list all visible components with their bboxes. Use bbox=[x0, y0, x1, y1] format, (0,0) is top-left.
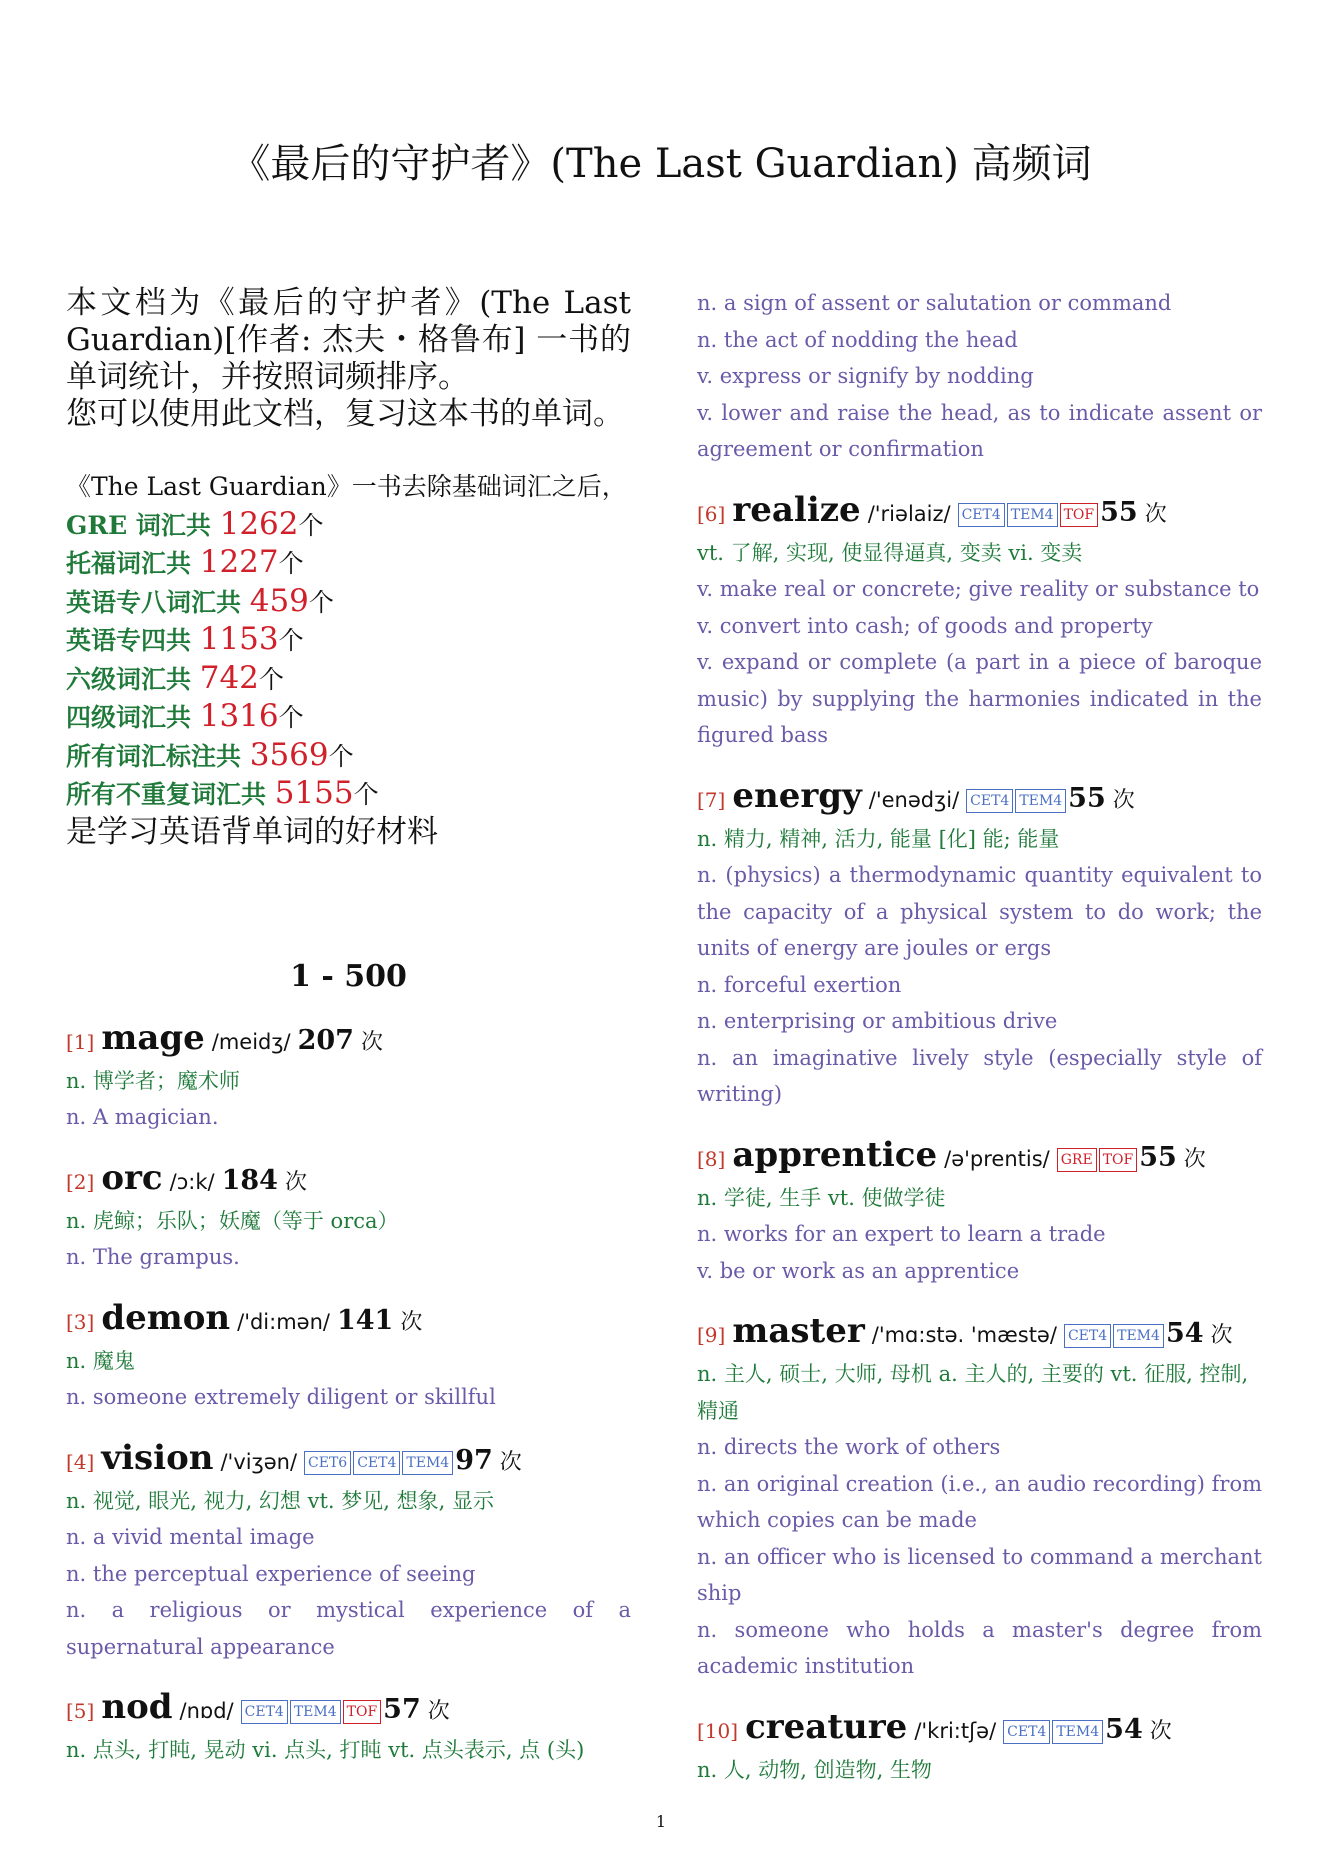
chinese-definition: n. 主人, 硕士, 大师, 母机 a. 主人的, 主要的 vt. 征服, 控制, 精通 bbox=[697, 1362, 1249, 1423]
stat-count: 1153 bbox=[199, 621, 279, 657]
entry-head bbox=[66, 1018, 631, 1063]
stat-count: 5155 bbox=[274, 775, 354, 811]
intro-line-2: 您可以使用此文档，复习这本书的单词。 bbox=[66, 396, 624, 432]
english-definition: v. make real or concrete; give reality or substance to bbox=[697, 577, 1260, 601]
chinese-definition: vt. 了解, 实现, 使显得逼真, 变卖 vi. 变卖 bbox=[697, 540, 1083, 565]
entry-head bbox=[66, 1438, 631, 1483]
english-definition: n. works for an expert to learn a trade bbox=[697, 1222, 1106, 1246]
entry-phonetic: /'di:mən/ bbox=[237, 1309, 330, 1334]
exam-tag: TEM4 bbox=[402, 1451, 453, 1475]
english-definition: n. the act of nodding the head bbox=[697, 327, 1018, 352]
exam-tag: TOF bbox=[343, 1700, 382, 1724]
stat-label: 所有不重复词汇共 bbox=[66, 780, 275, 809]
word-entry bbox=[697, 490, 1262, 754]
entry-word: master bbox=[732, 1311, 865, 1351]
exam-tag: CET6 bbox=[304, 1451, 351, 1475]
entry-number: [2] bbox=[66, 1169, 95, 1194]
exam-tag: TEM4 bbox=[290, 1700, 341, 1724]
times-label: 次 bbox=[284, 1169, 307, 1195]
exam-tag: CET4 bbox=[1064, 1324, 1111, 1348]
stat-row bbox=[66, 698, 631, 737]
stat-row bbox=[66, 737, 631, 776]
entry-number: [4] bbox=[66, 1449, 95, 1474]
stats bbox=[66, 469, 631, 851]
stat-count: 459 bbox=[249, 582, 309, 619]
entry-continued bbox=[697, 285, 1262, 468]
word-entry bbox=[697, 1311, 1262, 1685]
entry-frequency: 55 bbox=[1139, 1141, 1177, 1173]
entry-head bbox=[66, 1687, 631, 1732]
stat-count: 1316 bbox=[199, 698, 279, 734]
entries-left bbox=[66, 1018, 631, 1769]
entry-word: vision bbox=[101, 1437, 214, 1478]
english-definition: v. convert into cash; of goods and property bbox=[697, 613, 1153, 638]
chinese-definition: n. 博学者；魔术师 bbox=[66, 1068, 240, 1093]
exam-tag: TOF bbox=[1099, 1148, 1138, 1172]
english-definition: n. forceful exertion bbox=[697, 972, 902, 997]
exam-tag: TEM4 bbox=[1113, 1324, 1164, 1348]
chinese-definition: n. 虎鲸；乐队；妖魔（等于 orca） bbox=[66, 1208, 399, 1233]
times-label: 次 bbox=[499, 1449, 522, 1475]
entry-frequency: 54 bbox=[1105, 1713, 1143, 1745]
times-label: 次 bbox=[427, 1699, 450, 1724]
entry-word: mage bbox=[101, 1017, 205, 1058]
english-definition: n. a religious or mystical experience of a supernatural appearance bbox=[66, 1598, 631, 1659]
word-entry bbox=[66, 1018, 631, 1136]
entry-frequency: 207 bbox=[297, 1024, 354, 1056]
entry-frequency: 55 bbox=[1100, 496, 1138, 528]
stat-label: GRE 词汇共 bbox=[66, 510, 220, 540]
entry-number: [8] bbox=[697, 1146, 726, 1171]
entries-right bbox=[697, 490, 1262, 1789]
entry-frequency: 57 bbox=[383, 1694, 421, 1725]
entry-phonetic: /'viʒən/ bbox=[220, 1449, 298, 1474]
stat-unit: 个 bbox=[298, 510, 324, 540]
chinese-definition: n. 魔鬼 bbox=[66, 1348, 135, 1373]
stat-unit: 个 bbox=[278, 703, 304, 732]
entry-number: [7] bbox=[697, 787, 726, 812]
stats-list bbox=[66, 506, 631, 814]
entry-head bbox=[697, 1311, 1262, 1356]
entry-phonetic: /ɔ:k/ bbox=[169, 1169, 215, 1194]
exam-tag: CET4 bbox=[958, 503, 1005, 527]
word-entry bbox=[697, 776, 1262, 1113]
english-definition: n. a vivid mental image bbox=[66, 1525, 315, 1549]
stat-count: 1227 bbox=[199, 544, 279, 580]
stat-label: 所有词汇标注共 bbox=[66, 741, 250, 771]
stat-unit: 个 bbox=[278, 549, 304, 578]
english-definition: n. an officer who is licensed to command a merchant ship bbox=[697, 1544, 1262, 1605]
stat-row bbox=[66, 506, 631, 545]
chinese-definition: n. 学徒, 生手 vt. 使做学徒 bbox=[697, 1185, 946, 1210]
english-definition: v. be or work as an apprentice bbox=[697, 1258, 1020, 1283]
stat-label: 英语专四共 bbox=[66, 626, 200, 655]
entry-phonetic: /'kri:tʃə/ bbox=[914, 1718, 997, 1743]
entry-number: [6] bbox=[697, 501, 726, 526]
times-label: 次 bbox=[1149, 1718, 1172, 1744]
english-definition: v. lower and raise the head, as to indicate assent or agreement or confirmation bbox=[697, 400, 1262, 461]
exam-tag: TEM4 bbox=[1007, 503, 1058, 527]
english-definition: v. express or signify by nodding bbox=[697, 364, 1034, 388]
english-definition: n. the perceptual experience of seeing bbox=[66, 1561, 476, 1586]
entry-head bbox=[697, 776, 1262, 821]
entry-phonetic: /meidʒ/ bbox=[211, 1029, 291, 1054]
left-column bbox=[66, 285, 631, 1791]
english-definition: n. an original creation (i.e., an audio recording) from which copies can be made bbox=[697, 1471, 1262, 1532]
chinese-definition: n. 点头, 打盹, 晃动 vi. 点头, 打盹 vt. 点头表示, 点 (头) bbox=[66, 1738, 585, 1762]
entry-frequency: 55 bbox=[1068, 782, 1106, 814]
exam-tag: TEM4 bbox=[1052, 1720, 1103, 1744]
entry-head bbox=[697, 490, 1262, 535]
stat-label: 四级词汇共 bbox=[66, 703, 200, 732]
entry-word: apprentice bbox=[732, 1134, 938, 1175]
stat-count: 742 bbox=[199, 659, 259, 696]
entry-head bbox=[66, 1158, 631, 1203]
entry-frequency: 141 bbox=[336, 1304, 394, 1336]
chinese-definition: n. 视觉, 眼光, 视力, 幻想 vt. 梦见, 想象, 显示 bbox=[66, 1488, 494, 1513]
times-label: 次 bbox=[1144, 501, 1167, 527]
word-entry bbox=[697, 1707, 1262, 1789]
range-heading: 1 - 500 bbox=[290, 958, 407, 994]
stat-unit: 个 bbox=[328, 741, 354, 771]
entry-word: realize bbox=[732, 489, 861, 530]
english-definition: n. A magician. bbox=[66, 1105, 219, 1129]
entry-phonetic: /ə'prentis/ bbox=[944, 1146, 1050, 1171]
stat-unit: 个 bbox=[353, 780, 379, 809]
english-definition: v. expand or complete (a part in a piece of baroque music) by supplying the harmonies indicated in the figured bass bbox=[697, 650, 1262, 747]
entry-frequency: 97 bbox=[455, 1444, 493, 1476]
english-definition: n. an imaginative lively style (especially style of writing) bbox=[697, 1045, 1262, 1106]
entry-number: [9] bbox=[697, 1323, 726, 1347]
stat-unit: 个 bbox=[308, 587, 334, 617]
entry-head bbox=[697, 1707, 1262, 1752]
stat-label: 托福词汇共 bbox=[66, 549, 200, 578]
entry-phonetic: /nɒd/ bbox=[179, 1699, 234, 1723]
times-label: 次 bbox=[360, 1029, 383, 1055]
stat-count: 3569 bbox=[249, 736, 329, 773]
entry-number: [3] bbox=[66, 1309, 95, 1334]
chinese-definition: n. 人, 动物, 创造物, 生物 bbox=[697, 1757, 932, 1782]
chinese-definition: n. 精力, 精神, 活力, 能量 [化] 能; 能量 bbox=[697, 826, 1060, 851]
exam-tag: CET4 bbox=[966, 789, 1013, 813]
english-definition: n. directs the work of others bbox=[697, 1435, 1001, 1459]
word-entry bbox=[697, 1135, 1262, 1290]
english-definition: n. (physics) a thermodynamic quantity equivalent to the capacity of a physical system to do work; the units of energy are joules or ergs bbox=[697, 863, 1262, 960]
exam-tag: CET4 bbox=[1003, 1720, 1050, 1744]
entry-number: [1] bbox=[66, 1029, 95, 1054]
entry-phonetic: /'enədʒi/ bbox=[868, 787, 960, 812]
intro-line-1: 本文档为《最后的守护者》(The Last Guardian)[作者: 杰夫・格鲁布] 一书的单词统计，并按照词频排序。 bbox=[66, 285, 631, 395]
stat-unit: 个 bbox=[278, 626, 304, 655]
entry-phonetic: /'mɑ:stə. 'mæstə/ bbox=[871, 1323, 1057, 1347]
times-label: 次 bbox=[1183, 1146, 1206, 1172]
entry-word: demon bbox=[101, 1297, 231, 1338]
english-definition: n. a sign of assent or salutation or command bbox=[697, 291, 1172, 315]
exam-tag: CET4 bbox=[353, 1451, 400, 1475]
word-entry bbox=[66, 1298, 631, 1416]
exam-tag: GRE bbox=[1057, 1148, 1097, 1172]
times-label: 次 bbox=[1112, 787, 1135, 813]
stat-row bbox=[66, 583, 631, 622]
entry-frequency: 184 bbox=[221, 1164, 278, 1196]
entry-number: [10] bbox=[697, 1718, 739, 1743]
stats-closing: 是学习英语背单词的好材料 bbox=[66, 813, 438, 850]
stat-unit: 个 bbox=[258, 664, 284, 694]
entry-word: energy bbox=[732, 775, 862, 816]
exam-tag: CET4 bbox=[241, 1700, 288, 1724]
entry-frequency: 54 bbox=[1165, 1318, 1204, 1349]
stat-row bbox=[66, 660, 631, 699]
stat-row bbox=[66, 621, 631, 660]
word-entry bbox=[66, 1158, 631, 1276]
entry-head bbox=[66, 1298, 631, 1343]
word-entry bbox=[66, 1687, 631, 1769]
stat-label: 六级词汇共 bbox=[66, 664, 200, 694]
word-entry bbox=[66, 1438, 631, 1666]
exam-tag: TEM4 bbox=[1015, 789, 1066, 813]
entry-word: nod bbox=[101, 1687, 173, 1727]
stats-lead: 《The Last Guardian》一书去除基础词汇之后， bbox=[66, 472, 627, 501]
entry-phonetic: /'riəlaiz/ bbox=[867, 501, 951, 526]
page-number: 1 bbox=[655, 1812, 667, 1831]
entry-number: [5] bbox=[66, 1699, 95, 1723]
right-column bbox=[697, 285, 1262, 1810]
exam-tag: TOF bbox=[1060, 503, 1099, 527]
entry-word: orc bbox=[101, 1157, 163, 1198]
english-definition: n. enterprising or ambitious drive bbox=[697, 1009, 1058, 1033]
stat-row bbox=[66, 775, 631, 814]
english-definition: n. someone who holds a master's degree from academic institution bbox=[697, 1617, 1262, 1678]
times-label: 次 bbox=[1210, 1323, 1233, 1348]
stat-row bbox=[66, 544, 631, 583]
entry-head bbox=[697, 1135, 1262, 1180]
page-title: 《最后的守护者》(The Last Guardian) 高频词 bbox=[230, 141, 1092, 187]
stat-count: 1262 bbox=[219, 505, 299, 542]
stat-label: 英语专八词汇共 bbox=[66, 587, 250, 617]
english-definition: n. someone extremely diligent or skillful bbox=[66, 1385, 496, 1409]
entry-word: creature bbox=[745, 1706, 908, 1747]
times-label: 次 bbox=[400, 1309, 423, 1335]
intro bbox=[66, 285, 631, 433]
english-definition: n. The grampus. bbox=[66, 1245, 240, 1269]
